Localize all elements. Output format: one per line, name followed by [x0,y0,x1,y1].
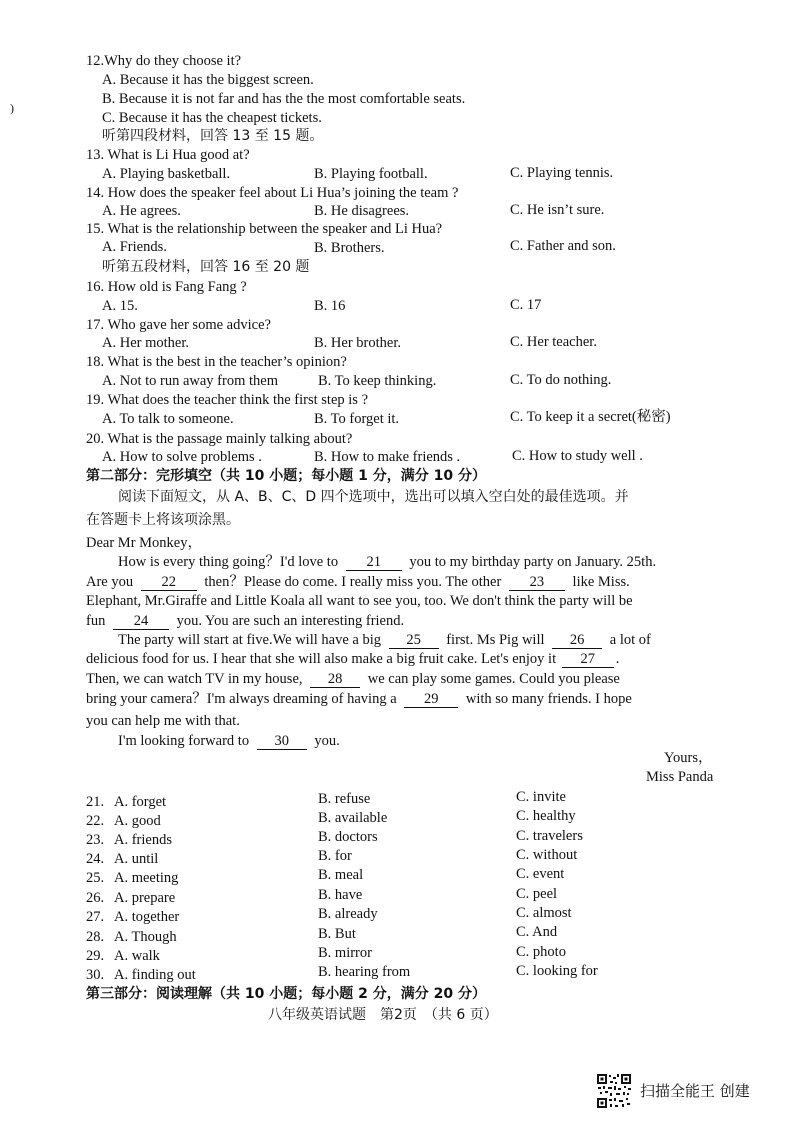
option-a: A. until [114,851,159,867]
blank-23: 23 [509,575,565,591]
q13-stem: 13. What is Li Hua good at? [86,147,250,163]
q18-option-b: B. To keep thinking. [318,373,437,389]
option-number: 26. [86,890,105,906]
q19-option-b: B. To forget it. [314,411,400,427]
letter-line-7 [86,670,620,688]
part5-instruction: 听第五段材料，回答 16 至 20 题 [102,259,310,275]
q19-stem: 19. What does the teacher think the first step is ? [86,392,368,408]
option-number: 22. [86,813,105,829]
q13-option-c: C. Playing tennis. [510,165,614,181]
option-c: C. peel [516,886,558,902]
letter-text: How is every thing going？I'd love to [118,554,339,570]
option-b: B. hearing from [318,964,411,980]
letter-line-9: you can help me with that. [86,713,240,729]
q16-option-a: A. 15. [102,298,138,314]
q16-option-b: B. 16 [314,298,346,314]
q14-stem: 14. How does the speaker feel about Li Hua’s joining the team ? [86,185,459,201]
letter-text: I'm looking forward to [118,733,250,749]
letter-text: fun [86,613,106,629]
option-number: 30. [86,967,105,983]
option-a: A. friends [114,832,172,848]
qr-code-icon [596,1073,632,1109]
letter-greeting: Dear Mr Monkey， [86,535,202,551]
blank-26: 26 [552,633,602,649]
q14-option-c: C. He isn’t sure. [510,202,605,218]
letter-closing: Yours， [664,750,713,766]
option-b: B. have [318,887,363,903]
option-number: 27. [86,909,105,925]
option-b: B. available [318,810,388,826]
option-c: C. photo [516,944,566,960]
letter-line-2 [86,573,630,591]
letter-text: with so many friends. I hope [465,691,632,707]
section2-heading: 第二部分：完形填空（共 10 小题；每小题 1 分，满分 10 分） [86,468,486,484]
option-b: B. refuse [318,791,371,807]
blank-28: 28 [310,672,360,688]
option-c: C. healthy [516,808,576,824]
q13-option-a: A. Playing basketball. [102,166,231,182]
option-a: A. walk [114,948,160,964]
letter-text: Then, we can watch TV in my house, [86,671,303,687]
letter-text: The party will start at five.We will have a big [118,632,381,648]
section3-heading: 第三部分：阅读理解（共 10 小题；每小题 2 分，满分 20 分） [86,986,486,1002]
option-number: 28. [86,929,105,945]
part4-instruction: 听第四段材料，回答 13 至 15 题。 [102,128,324,144]
option-b: B. But [318,926,356,942]
q17-option-a: A. Her mother. [102,335,189,351]
blank-29: 29 [404,692,458,708]
q15-option-b: B. Brothers. [314,240,385,256]
option-b: B. meal [318,867,364,883]
blank-24: 24 [113,614,169,630]
letter-signature: Miss Panda [646,769,714,785]
option-number: 29. [86,948,105,964]
q15-stem: 15. What is the relationship between the speaker and Li Hua? [86,221,443,237]
q12-stem: 12.Why do they choose it? [86,53,242,69]
blank-27: 27 [562,652,614,668]
letter-line-8 [86,690,632,708]
letter-text: then？Please do come. I really miss you. The other [204,574,502,590]
section2-instruction-2: 在答题卡上将该项涂黑。 [86,512,240,528]
option-c: C. event [516,866,565,882]
option-c: C. almost [516,905,572,921]
option-b: B. doctors [318,829,378,845]
letter-line-5 [118,631,651,649]
blank-25: 25 [389,633,439,649]
blank-22: 22 [141,575,197,591]
q12-option-b: B. Because it is not far and has the the most comfortable seats. [102,91,466,107]
option-a: A. prepare [114,890,176,906]
letter-text: like Miss. [572,574,630,590]
letter-text: delicious food for us. I hear that she will also make a big fruit cake. Let's enjoy it [86,651,557,667]
q13-option-b: B. Playing football. [314,166,428,182]
letter-text: you. [314,733,340,749]
letter-text: first. Ms Pig will [446,632,545,648]
letter-text: we can play some games. Could you please [367,671,620,687]
q20-stem: 20. What is the passage mainly talking about? [86,431,353,447]
letter-text: bring your camera？I'm always dreaming of having a [86,691,397,707]
letter-line-10 [118,732,340,750]
q20-option-c: C. How to study well . [512,448,643,464]
blank-30: 30 [257,734,307,750]
q19-option-c: C. To keep it a secret(秘密) [510,409,671,425]
letter-text: you. You are such an interesting friend. [176,613,405,629]
q17-option-c: C. Her teacher. [510,334,597,350]
option-number: 25. [86,870,105,886]
option-a: A. Though [114,929,177,945]
q14-option-b: B. He disagrees. [314,203,410,219]
scanner-watermark: 扫描全能王 创建 [640,1082,750,1100]
option-c: C. invite [516,789,566,805]
q20-option-a: A. How to solve problems . [102,449,262,465]
option-c: C. without [516,847,578,863]
option-a: A. together [114,909,180,925]
option-c: C. And [516,924,558,940]
q18-option-a: A. Not to run away from them [102,373,278,389]
q19-option-a: A. To talk to someone. [102,411,234,427]
option-c: C. looking for [516,963,598,979]
option-a: A. good [114,813,161,829]
q15-option-a: A. Friends. [102,239,167,255]
letter-line-4 [86,612,404,630]
letter-line-3: Elephant, Mr.Giraffe and Little Koala all want to see you, too. We don't think the party will be [86,593,633,609]
margin-mark: ) [10,101,14,115]
letter-line-1 [118,553,656,571]
q12-option-c: C. Because it has the cheapest tickets. [102,110,322,126]
blank-21: 21 [346,555,402,571]
option-number: 21. [86,794,105,810]
option-a: A. meeting [114,870,179,886]
letter-text: . [615,651,620,667]
q20-option-b: B. How to make friends . [314,449,461,465]
option-a: A. finding out [114,967,196,983]
option-b: B. mirror [318,945,372,961]
option-a: A. forget [114,794,167,810]
section2-instruction-1: 阅读下面短文，从 A、B、C、D 四个选项中，选出可以填入空白处的最佳选项。并 [118,489,629,505]
page-footer: 八年级英语试题 第2页 （共 6 页） [268,1007,498,1023]
q18-option-c: C. To do nothing. [510,372,612,388]
q14-option-a: A. He agrees. [102,203,181,219]
q18-stem: 18. What is the best in the teacher’s opinion? [86,354,347,370]
letter-text: you to my birthday party on January. 25th. [409,554,657,570]
letter-line-6 [86,650,619,668]
letter-text: a lot of [609,632,651,648]
q17-stem: 17. Who gave her some advice? [86,317,271,333]
option-number: 23. [86,832,105,848]
option-number: 24. [86,851,105,867]
q16-stem: 16. How old is Fang Fang ? [86,279,247,295]
q12-option-a: A. Because it has the biggest screen. [102,72,314,88]
option-b: B. for [318,848,352,864]
option-c: C. travelers [516,828,583,844]
q16-option-c: C. 17 [510,297,542,313]
q17-option-b: B. Her brother. [314,335,401,351]
option-b: B. already [318,906,378,922]
q15-option-c: C. Father and son. [510,238,616,254]
letter-text: Are you [86,574,134,590]
